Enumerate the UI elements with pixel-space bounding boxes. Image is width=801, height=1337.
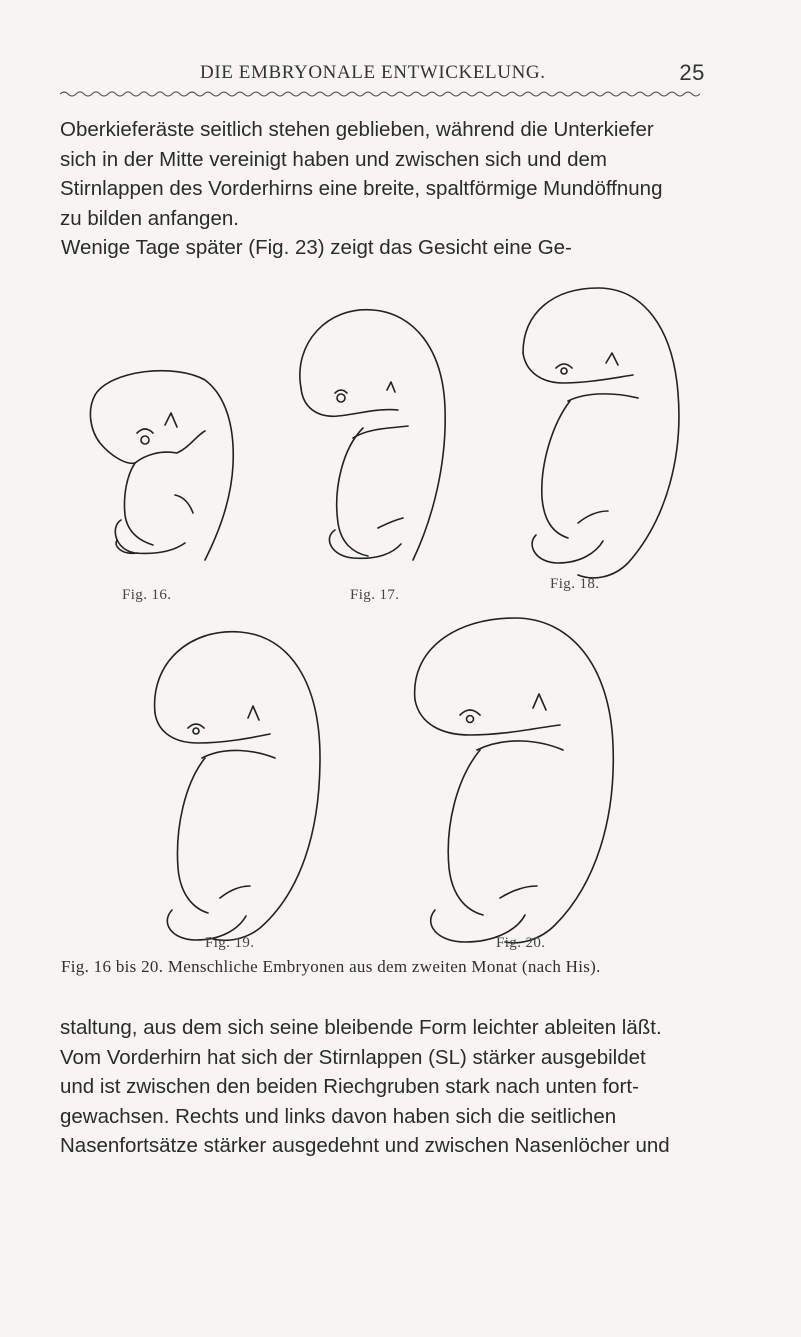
text-line: zu bilden anfangen. bbox=[60, 206, 239, 230]
embryo-figure-20 bbox=[395, 610, 625, 950]
figure-label: Fig. 18. bbox=[550, 576, 600, 592]
embryo-figure-16 bbox=[65, 355, 245, 585]
embryo-figure-19 bbox=[130, 618, 330, 948]
text-line: staltung, aus dem sich seine bleibende Form leichter ableiten läßt. bbox=[60, 1016, 662, 1039]
text-line: Stirnlappen des Vorderhirns eine breite, spaltförmige Mundöffnung bbox=[60, 177, 663, 201]
text-line: sich in der Mitte vereinigt haben und zwischen sich und dem bbox=[60, 147, 607, 171]
text-line: Nasenfortsätze stärker ausgedehnt und zwischen Nasenlöcher und bbox=[60, 1134, 670, 1158]
running-title: DIE EMBRYONALE ENTWICKELUNG. bbox=[200, 62, 546, 83]
figure-label: Fig. 19. bbox=[205, 935, 255, 951]
text-line: Oberkieferäste seitlich stehen geblieben, während die Unterkiefer bbox=[60, 118, 654, 141]
decorative-wavy-rule bbox=[60, 88, 700, 98]
figure-label: Fig. 17. bbox=[350, 587, 400, 603]
text-line: und ist zwischen den beiden Riechgruben stark nach unten fort- bbox=[60, 1075, 639, 1099]
body-text-top bbox=[60, 115, 740, 263]
page-number: 25 bbox=[679, 60, 705, 85]
text-line: Wenige Tage später (Fig. 23) zeigt das Gesicht eine Ge- bbox=[61, 236, 572, 260]
figure-label: Fig. 16. bbox=[122, 587, 172, 603]
embryo-figure-17 bbox=[283, 298, 463, 583]
figure-label: Fig. 20. bbox=[496, 935, 546, 951]
embryo-figure-18 bbox=[508, 283, 698, 583]
text-line: gewachsen. Rechts und links davon haben sich die seitlichen bbox=[60, 1104, 617, 1128]
text-line: Vom Vorderhirn hat sich der Stirnlappen (SL) stärker ausgebildet bbox=[60, 1045, 646, 1069]
body-text-bottom bbox=[60, 1013, 740, 1161]
figure-caption: Fig. 16 bis 20. Menschliche Embryonen aus dem zweiten Monat (nach His). bbox=[61, 957, 601, 976]
